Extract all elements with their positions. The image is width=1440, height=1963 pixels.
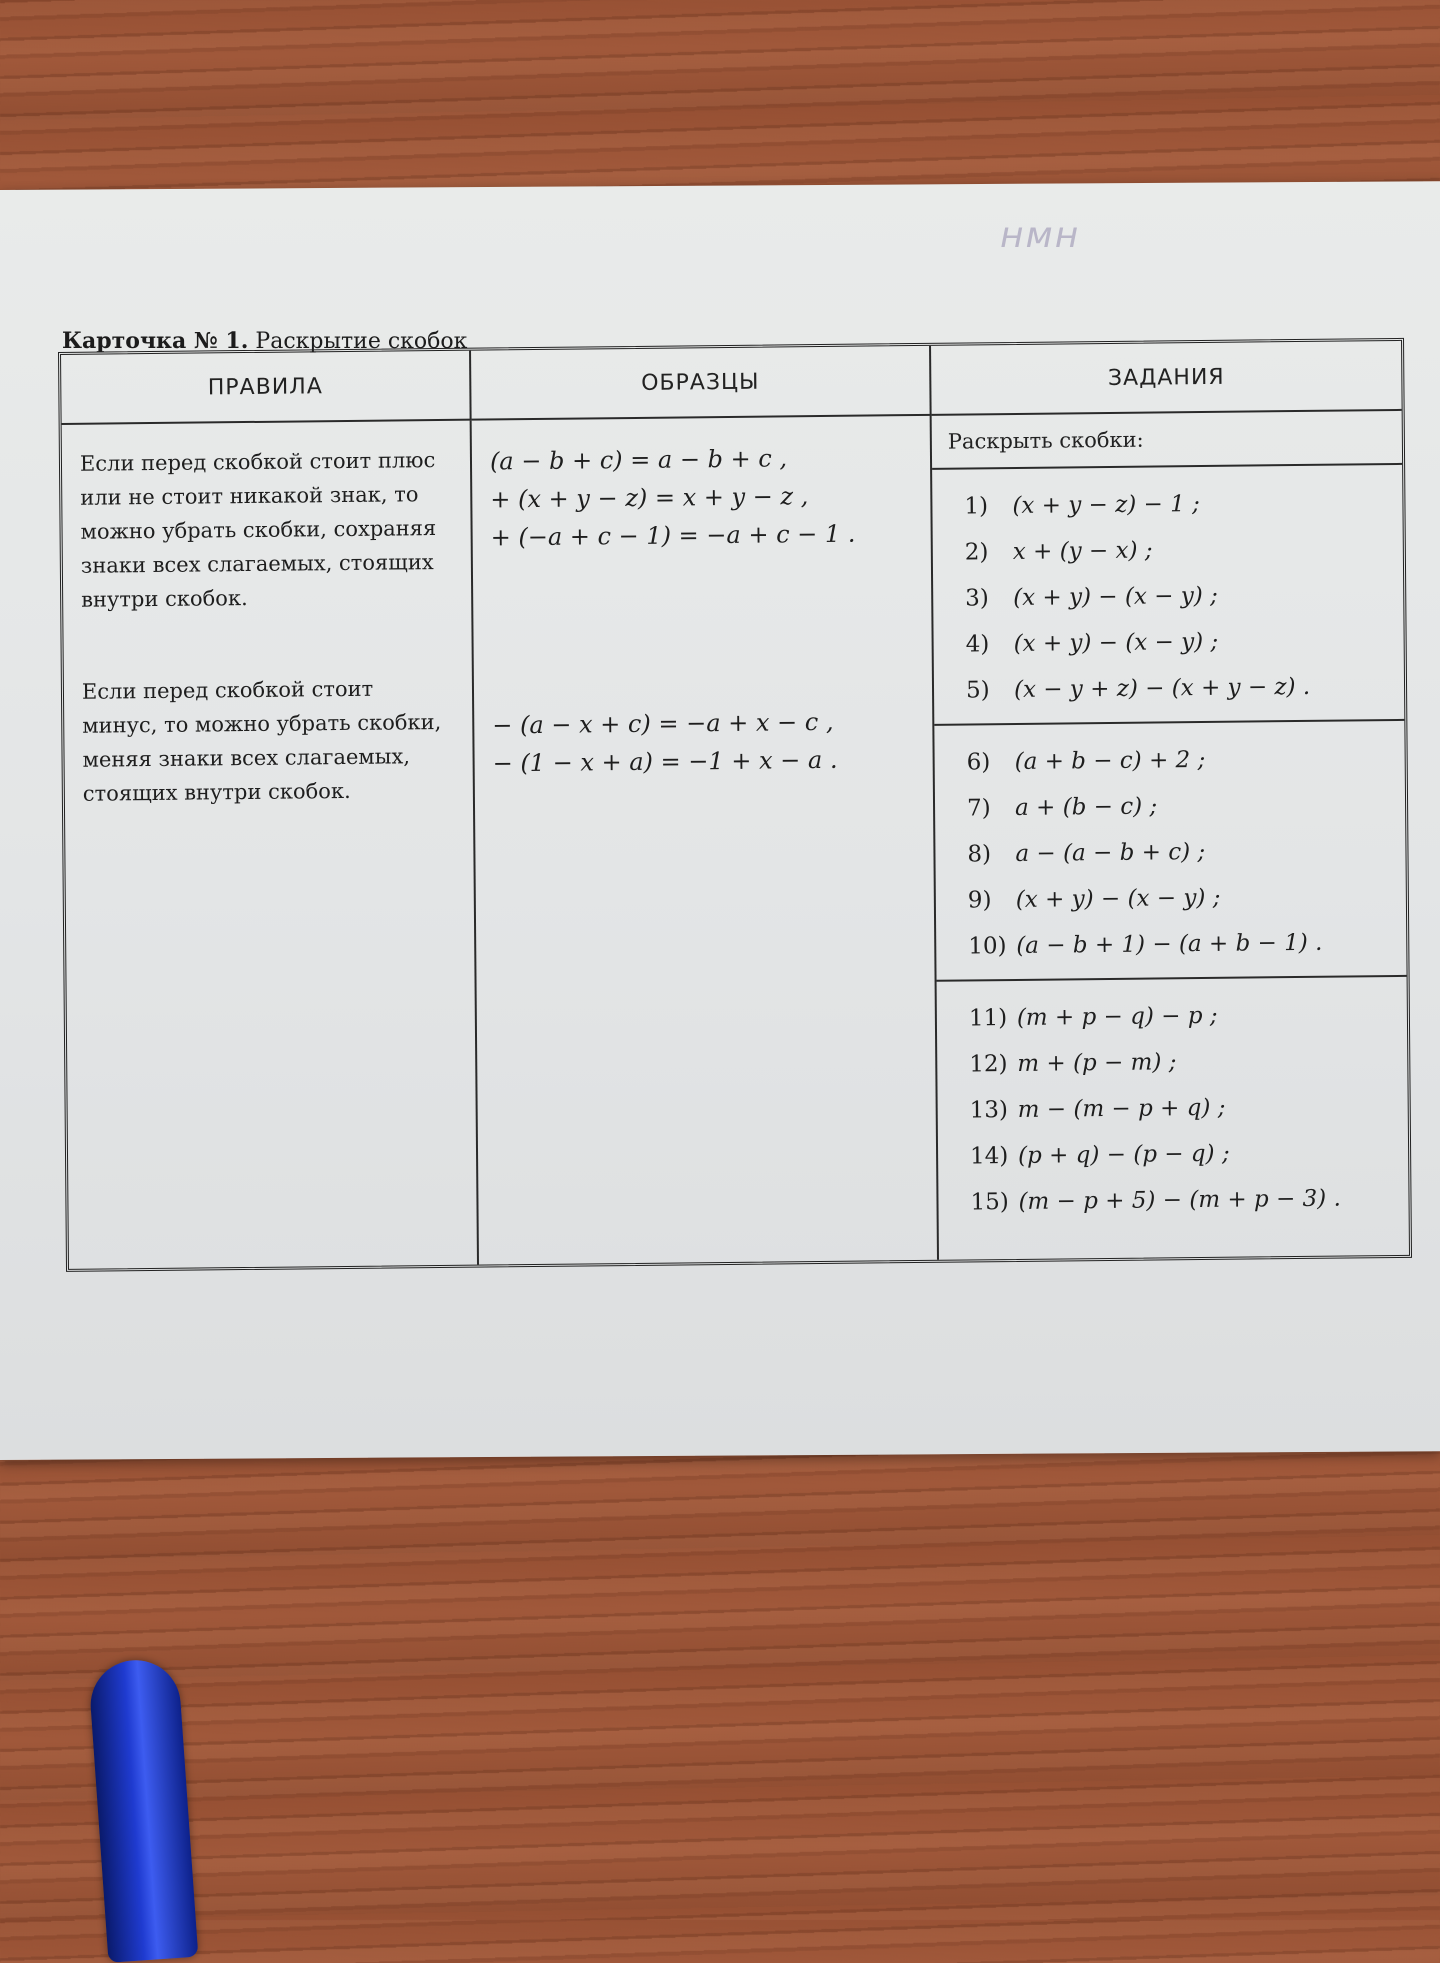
header-tasks: ЗАДАНИЯ	[931, 341, 1402, 416]
header-rules: ПРАВИЛА	[61, 351, 472, 425]
tasks-instruction: Раскрыть скобки:	[932, 411, 1402, 470]
task-number: 3)	[965, 585, 989, 612]
sample-line: + (x + y − z) = x + y − z ,	[490, 482, 809, 514]
task-number: 6)	[966, 749, 991, 776]
task-number: 8)	[967, 841, 992, 868]
task-expression: a + (b − c) ;	[1014, 793, 1158, 821]
task-expression: x + (y − x) ;	[1012, 537, 1153, 565]
task-expression: (m − p + 5) − (m + p − 3) .	[1018, 1185, 1341, 1215]
samples-minus	[492, 702, 915, 782]
task-number: 4)	[965, 631, 990, 658]
rule-plus: Если перед скобкой стоит плюс или не стоит никакой знак, то можно убрать скобки, сохраняя знаки всех слагаемых, стоящих внутри скобок.	[79, 448, 437, 612]
task-expression: m + (p − m) ;	[1017, 1049, 1177, 1077]
task-item	[969, 1037, 1407, 1088]
task-item	[965, 617, 1403, 668]
task-number: 11)	[968, 1005, 1008, 1032]
task-number: 5)	[965, 677, 990, 704]
card-topic: Раскрытие скобок	[255, 329, 468, 354]
sample-line: − (1 − x + a) = −1 + x − a .	[492, 745, 838, 778]
task-group-3	[937, 977, 1409, 1236]
task-group-1	[932, 465, 1404, 726]
task-expression: (x + y) − (x − y) ;	[1013, 582, 1218, 611]
task-expression: (x − y + z) − (x + y − z) .	[1013, 673, 1311, 703]
task-item	[967, 827, 1405, 878]
header-samples: ОБРАЗЦЫ	[471, 346, 932, 421]
card-number: Карточка № 1.	[62, 328, 249, 354]
tasks-column	[932, 411, 1409, 1260]
task-item	[964, 479, 1402, 530]
task-expression: (x + y) − (x − y) ;	[1013, 628, 1219, 657]
task-item	[969, 991, 1407, 1042]
sample-line: − (a − x + c) = −a + x − c ,	[492, 707, 834, 740]
task-item	[970, 1175, 1408, 1226]
task-number: 12)	[969, 1051, 1008, 1078]
sample-line: (a − b + c) = a − b + c ,	[489, 444, 788, 476]
task-item	[968, 873, 1406, 924]
task-item	[970, 1083, 1408, 1134]
desk-surface-bottom	[0, 1420, 1440, 1920]
task-item	[966, 735, 1404, 786]
task-expression: m − (m − p + q) ;	[1017, 1094, 1226, 1123]
task-item	[965, 525, 1403, 576]
task-item	[966, 663, 1404, 714]
samples-plus	[490, 438, 913, 556]
task-expression: (m + p − q) − p ;	[1016, 1002, 1218, 1031]
task-number: 9)	[967, 887, 992, 914]
task-number: 7)	[966, 795, 991, 822]
task-number: 10)	[968, 933, 1007, 960]
task-number: 2)	[964, 539, 989, 566]
task-number: 15)	[970, 1189, 1009, 1216]
task-number: 14)	[969, 1143, 1009, 1170]
task-expression: (x + y) − (x − y) ;	[1015, 884, 1221, 913]
task-expression: a − (a − b + c) ;	[1015, 838, 1206, 867]
task-group-2	[934, 721, 1406, 982]
task-expression: (a − b + 1) − (a + b − 1) .	[1016, 929, 1323, 959]
task-item	[967, 781, 1405, 832]
task-number: 1)	[964, 493, 989, 520]
sample-line: + (−a + c − 1) = −a + c − 1 .	[490, 519, 856, 552]
task-expression: (p + q) − (p − q) ;	[1017, 1140, 1230, 1169]
task-number: 13)	[969, 1097, 1009, 1124]
task-item	[968, 919, 1406, 970]
rules-column	[62, 421, 479, 1269]
desk-surface-top	[0, 0, 1440, 200]
pencil-note: нмн	[1000, 215, 1081, 256]
task-expression: (a + b − c) + 2 ;	[1014, 746, 1206, 775]
worksheet-table	[58, 338, 1412, 1272]
task-item	[965, 571, 1403, 622]
samples-column	[472, 416, 939, 1265]
rule-minus: Если перед скобкой стоит минус, то можно убрать скобки, меняя знаки всех слагаемых, стоящих внутри скобок.	[81, 676, 442, 806]
task-expression: (x + y − z) − 1 ;	[1012, 491, 1200, 520]
task-item	[970, 1129, 1408, 1180]
